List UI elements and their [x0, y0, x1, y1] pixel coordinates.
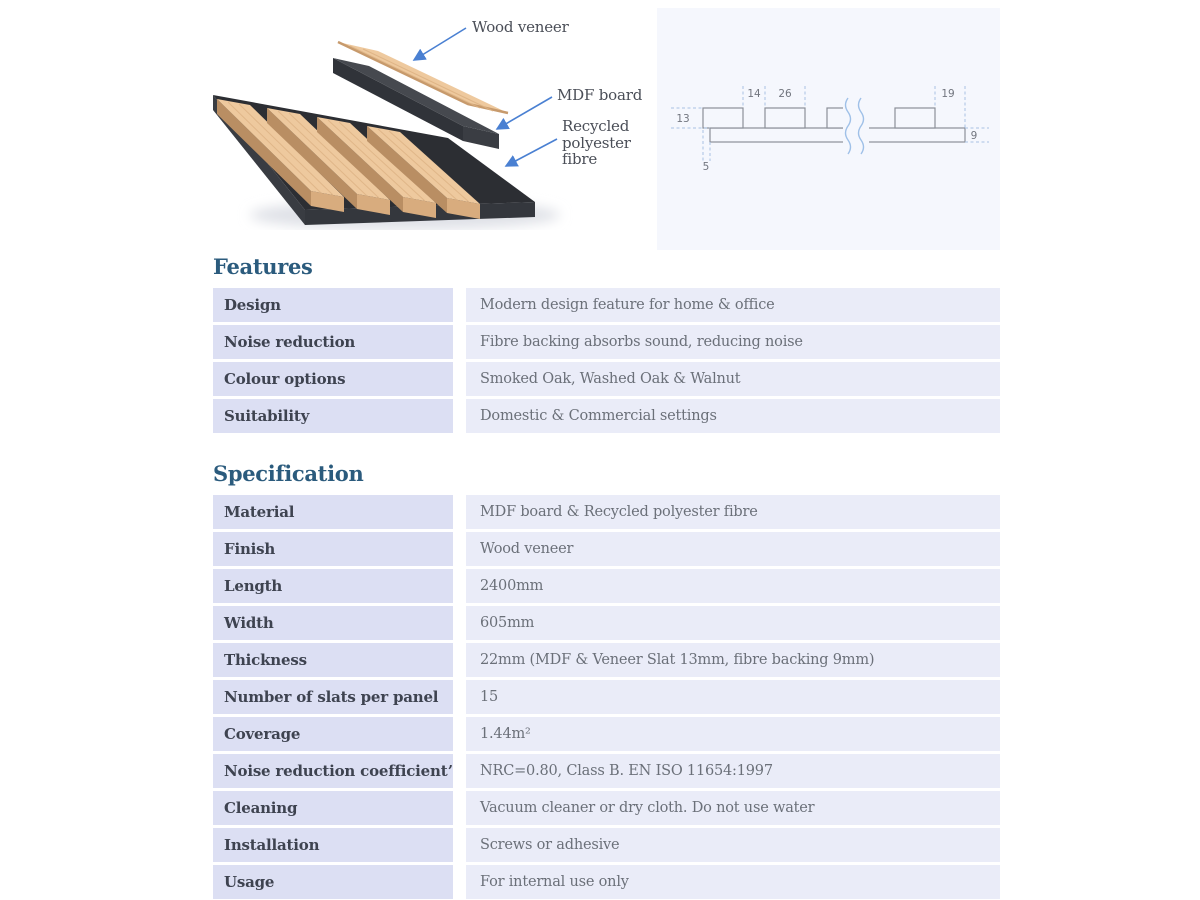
row-value: NRC=0.80, Class B. EN ISO 11654:1997: [466, 754, 1000, 788]
backing-outline: [710, 128, 965, 142]
table-row: [213, 717, 1000, 751]
table-row: [213, 606, 1000, 640]
table-row: [213, 569, 1000, 603]
row-label: Installation: [213, 828, 453, 862]
cross-section-panel: [657, 8, 1000, 250]
row-label: Material: [213, 495, 453, 529]
row-value: 1.44m²: [466, 717, 1000, 751]
slat-outlines: [703, 108, 935, 128]
fibre-label: Recycled polyester fibre: [562, 117, 631, 168]
row-value: 605mm: [466, 606, 1000, 640]
table-row: [213, 325, 1000, 359]
table-row: [213, 532, 1000, 566]
table-row: [213, 495, 1000, 529]
dim-slat-gap: 14: [747, 88, 761, 100]
table-row: [213, 754, 1000, 788]
table-row: [213, 680, 1000, 714]
row-label: Coverage: [213, 717, 453, 751]
features-table: [213, 288, 1000, 433]
veneer-arrow: [414, 28, 466, 60]
table-row: [213, 288, 1000, 322]
row-value: MDF board & Recycled polyester fibre: [466, 495, 1000, 529]
mdf-label: MDF board: [557, 86, 643, 104]
fibre-arrow: [506, 139, 557, 166]
row-value: Wood veneer: [466, 532, 1000, 566]
row-value: Vacuum cleaner or dry cloth. Do not use water: [466, 791, 1000, 825]
row-label: Number of slats per panel: [213, 680, 453, 714]
table-row: [213, 791, 1000, 825]
table-row: [213, 399, 1000, 433]
row-label: Thickness: [213, 643, 453, 677]
row-value: Modern design feature for home & office: [466, 288, 1000, 322]
table-row: [213, 865, 1000, 899]
specification-table: [213, 495, 1000, 899]
table-row: [213, 828, 1000, 862]
specification-title: Specification: [213, 461, 364, 486]
break-mask: [843, 95, 869, 156]
panel-3d-illustration: [200, 0, 650, 230]
dim-slat-width: 26: [778, 88, 792, 100]
row-label: Noise reduction: [213, 325, 453, 359]
cross-section-diagram: [657, 8, 1000, 250]
row-value: Screws or adhesive: [466, 828, 1000, 862]
dim-overhang: 5: [702, 161, 710, 173]
row-value: For internal use only: [466, 865, 1000, 899]
dim-edge-margin: 19: [941, 88, 955, 100]
dim-slat-height: 13: [676, 113, 690, 125]
row-label: Noise reduction coefficientʼ: [213, 754, 453, 788]
row-label: Suitability: [213, 399, 453, 433]
features-title: Features: [213, 254, 313, 279]
dim-backing-thickness: 9: [970, 130, 978, 142]
row-value: Fibre backing absorbs sound, reducing noise: [466, 325, 1000, 359]
table-row: [213, 643, 1000, 677]
row-value: 2400mm: [466, 569, 1000, 603]
row-label: Cleaning: [213, 791, 453, 825]
row-value: 22mm (MDF & Veneer Slat 13mm, fibre backing 9mm): [466, 643, 1000, 677]
row-label: Width: [213, 606, 453, 640]
row-label: Length: [213, 569, 453, 603]
row-value: 15: [466, 680, 1000, 714]
row-label: Usage: [213, 865, 453, 899]
row-value: Domestic & Commercial settings: [466, 399, 1000, 433]
veneer-label: Wood veneer: [472, 18, 569, 36]
row-label: Design: [213, 288, 453, 322]
row-label: Colour options: [213, 362, 453, 396]
table-row: [213, 362, 1000, 396]
row-value: Smoked Oak, Washed Oak & Walnut: [466, 362, 1000, 396]
row-label: Finish: [213, 532, 453, 566]
